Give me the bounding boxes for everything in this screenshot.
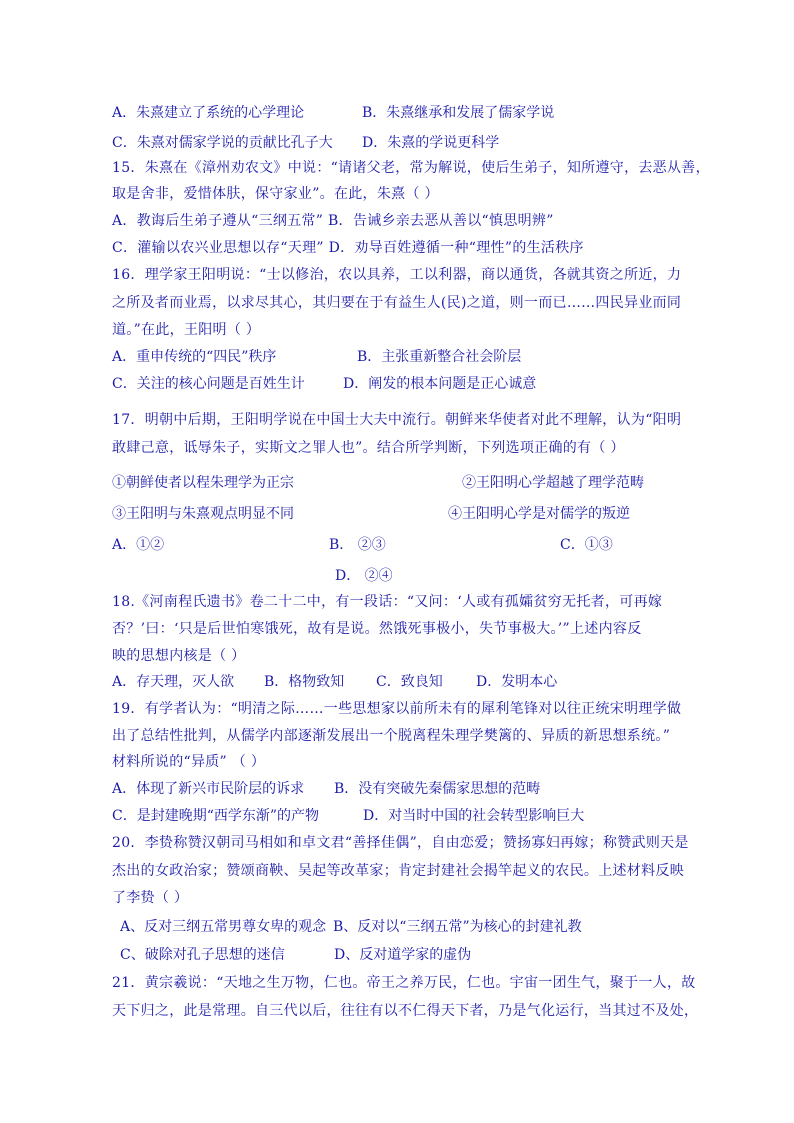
- question-17-statement-3: ③王阳明与朱熹观点明显不同: [112, 506, 294, 522]
- question-18-stem-2: 否？’曰：‘只是后世怕寒饿死，故有是说。然饿死事极小，失节事极大。’”上述内容反: [112, 621, 642, 637]
- question-21-stem-2: 天下归之，此是常理。自三代以后，往往有以不仁得天下者，乃是气化运行，当其过不及处，: [112, 1003, 699, 1019]
- question-16-option-b: B．主张重新整合社会阶层: [357, 349, 522, 365]
- question-19-stem-3: 材料所说的“异质” （ ）: [112, 754, 266, 770]
- question-18-option-c: C．致良知: [376, 674, 443, 690]
- question-17-option-b: B． ②③: [329, 537, 386, 553]
- question-19-option-d: D．对当时中国的社会转型影响巨大: [363, 808, 585, 824]
- question-20-option-c: C、破除对孔子思想的迷信: [120, 947, 285, 963]
- question-16-stem-2: 之所及者而业焉，以求尽其心，其归要在于有益生人(民)之道，则一而已……四民异业而同: [112, 295, 682, 311]
- option-c: C．朱熹对儒家学说的贡献比孔子大: [112, 135, 333, 151]
- question-16-stem-3: 道。”在此，王阳明（ ）: [112, 322, 261, 338]
- option-d: D．朱熹的学说更科学: [362, 135, 500, 151]
- question-18-option-b: B．格物致知: [264, 674, 345, 690]
- question-19-stem-1: 19．有学者认为：“明清之际……一些思想家以前所未有的犀利笔锋对以往正统宋明理学做: [112, 701, 682, 717]
- question-20-option-d: D、反对道学家的虚伪: [334, 947, 472, 963]
- question-20-stem-3: 了李贽（ ）: [112, 890, 189, 906]
- question-17-option-a: A．①②: [112, 537, 165, 553]
- question-16-option-c: C．关注的核心问题是百姓生计: [112, 376, 305, 392]
- question-20-option-a: A、反对三纲五常男尊女卑的观念: [120, 919, 327, 935]
- question-20-option-b: B、反对以“三纲五常”为核心的封建礼教: [333, 919, 582, 935]
- question-17-option-d: D． ②④: [335, 568, 393, 584]
- question-20-stem-1: 20．李贽称赞汉朝司马相如和卓文君“善择佳偶”，自由恋爱；赞扬寡妇再嫁；称赞武则天是: [112, 835, 689, 851]
- question-15-stem-2: 取是舍非，爱惜体肤，保守家业”。在此，朱熹（ ）: [112, 186, 439, 202]
- question-16-option-a: A．重申传统的“四民”秩序: [112, 349, 277, 365]
- question-17-stem-2: 敢肆己意，诋辱朱子，实斯文之罪人也”。结合所学判断，下列选项正确的有（ ）: [112, 440, 625, 456]
- question-16-stem-1: 16．理学家王阳明说：“士以修治，农以具养，工以利器，商以通货，各就其资之所近，力: [112, 267, 682, 283]
- question-19-option-b: B．没有突破先秦儒家思想的范畴: [334, 781, 541, 797]
- question-21-stem-1: 21．黄宗羲说：“天地之生万物，仁也。帝王之养万民，仁也。宇宙一团生气，聚于一人，故: [112, 975, 696, 991]
- question-17-statement-4: ④王阳明心学是对儒学的叛逆: [448, 506, 630, 522]
- question-15-options-cd: C．灌输以农兴业思想以存“天理” D．劝导百姓遵循一种“理性”的生活秩序: [112, 240, 584, 256]
- question-18-option-a: A．存天理，灭人欲: [112, 674, 235, 690]
- question-18-stem-3: 映的思想内核是（ ）: [112, 648, 246, 664]
- option-b: B．朱熹继承和发展了儒家学说: [362, 105, 555, 121]
- question-17-statement-1: ①朝鲜使者以程朱理学为正宗: [112, 475, 294, 491]
- question-19-option-c: C．是封建晚期“西学东渐”的产物: [112, 808, 320, 824]
- option-a: A．朱熹建立了系统的心学理论: [112, 105, 305, 121]
- question-15-options-ab: A．教诲后生弟子遵从“三纲五常” B．告诫乡亲去恶从善以“慎思明辨”: [112, 213, 554, 229]
- question-19-option-a: A．体现了新兴市民阶层的诉求: [112, 781, 305, 797]
- question-17-stem-1: 17．明朝中后期，王阳明学说在中国士大夫中流行。朝鲜来华使者对此不理解，认为“阳明: [112, 412, 682, 428]
- question-17-statement-2: ②王阳明心学超越了理学范畴: [462, 475, 644, 491]
- question-17-option-c: C．①③: [560, 537, 613, 553]
- question-18-option-d: D．发明本心: [476, 674, 558, 690]
- question-18-stem-1: 18.《河南程氏遗书》卷二十二中，有一段话：“又问：‘人或有孤孀贫穷无托者，可再嫁: [112, 594, 663, 610]
- question-15-stem-1: 15．朱熹在《漳州劝农文》中说：“请诸父老，常为解说，使后生弟子，知所遵守，去恶从善，: [112, 160, 710, 176]
- question-19-stem-2: 出了总结性批判，从儒学内部逐渐发展出一个脱离程朱理学樊篱的、异质的新思想系统。”: [112, 728, 671, 744]
- question-16-option-d: D．阐发的根本问题是正心诚意: [343, 376, 537, 392]
- question-20-stem-2: 杰出的女政治家；赞颂商鞅、吴起等改革家；肯定封建社会揭竿起义的农民。上述材料反映: [112, 863, 684, 879]
